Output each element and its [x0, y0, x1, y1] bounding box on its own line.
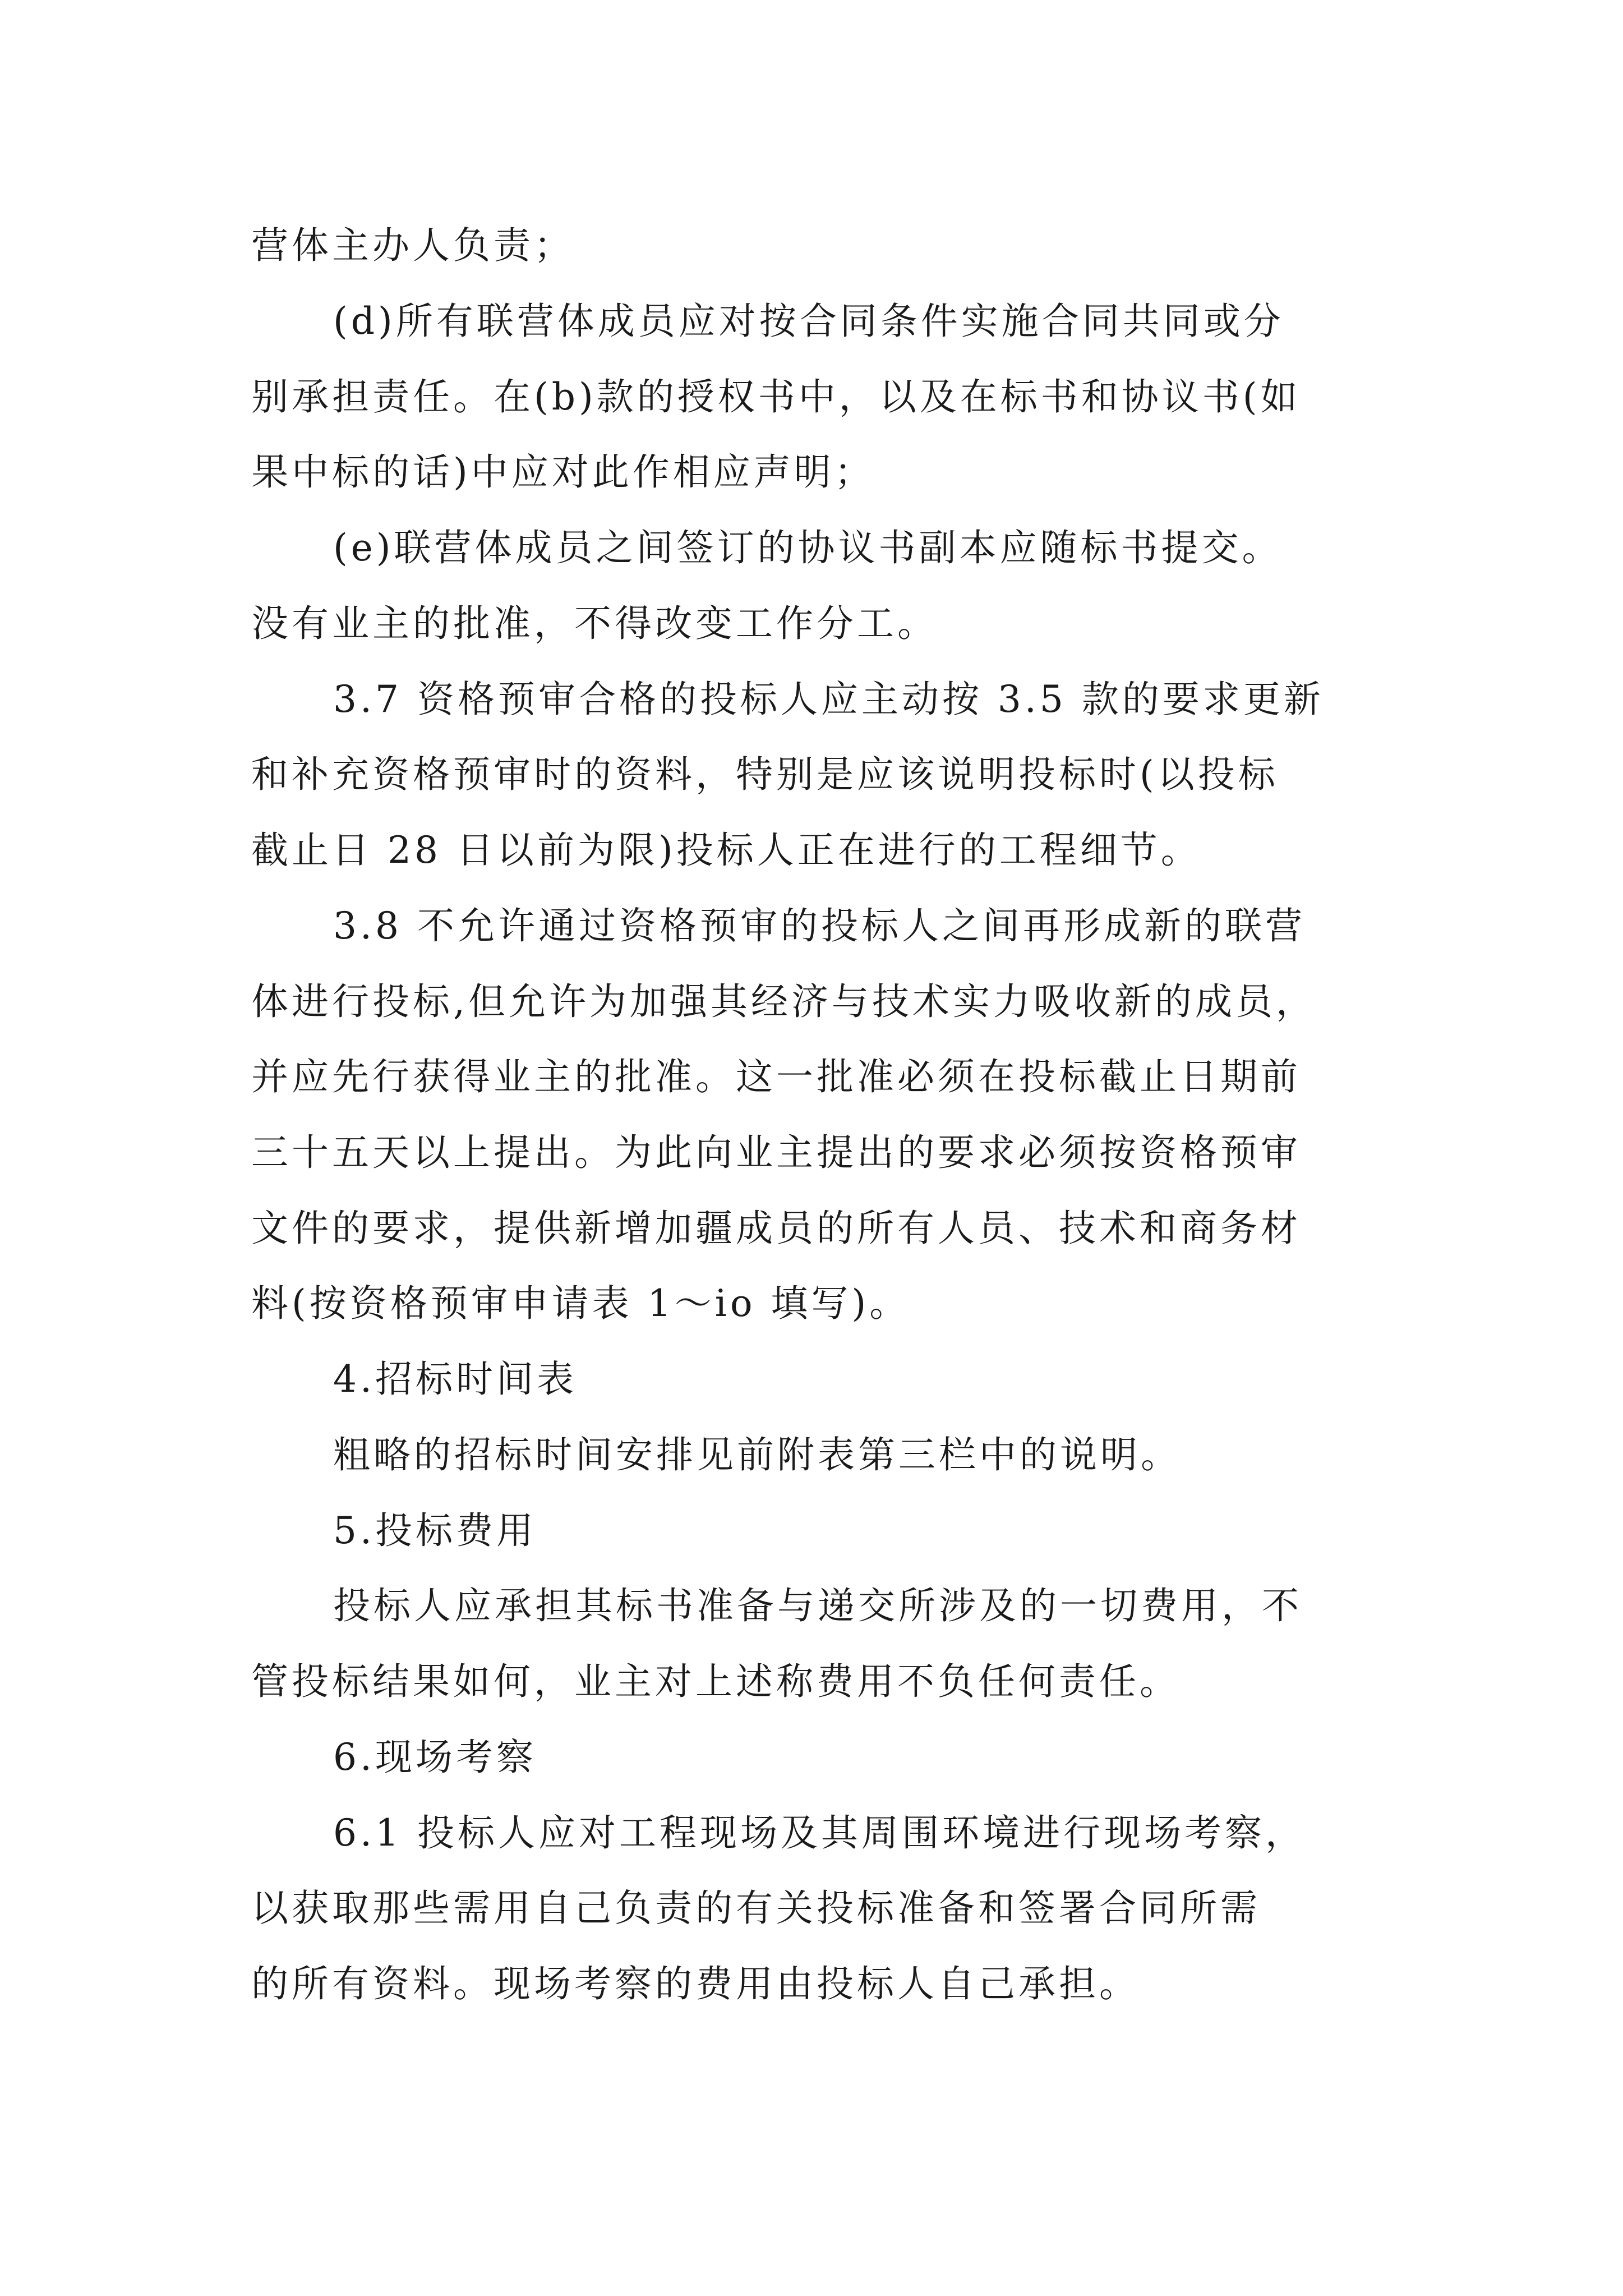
text-line: 3.8 不允许通过资格预审的投标人之间再形成新的联营	[333, 904, 1306, 947]
section-heading: 4.招标时间表	[333, 1358, 577, 1401]
text-line: 文件的要求，提供新增加疆成员的所有人员、技术和商务材	[251, 1207, 1301, 1250]
text-line: 料(按资格预审申请表 1～io 填写)。	[251, 1282, 910, 1325]
text-line: 管投标结果如何，业主对上述称费用不负任何责任。	[251, 1660, 1180, 1703]
text-line: 体进行投标,但允许为加强其经济与技术实力吸收新的成员，	[251, 980, 1316, 1023]
text-line: (e)联营体成员之间签订的协议书副本应随标书提交。	[333, 526, 1283, 569]
text-line: 6.1 投标人应对工程现场及其周围环境进行现场考察，	[333, 1811, 1306, 1855]
text-line: 截止日 28 日以前为限)投标人正在进行的工程细节。	[251, 829, 1201, 872]
section-heading: 5.投标费用	[333, 1509, 537, 1552]
text-line: 投标人应承担其标书准备与递交所涉及的一切费用，不	[333, 1584, 1302, 1627]
text-line: 别承担责任。在(b)款的授权书中，以及在标书和协议书(如	[251, 375, 1301, 418]
text-line: 营体主办人负责；	[251, 224, 574, 267]
text-line: (d)所有联营体成员应对按合同条件实施合同共同或分	[333, 300, 1284, 343]
text-line: 3.7 资格预审合格的投标人应主动按 3.5 款的要求更新	[333, 678, 1324, 721]
text-line: 和补充资格预审时的资料，特别是应该说明投标时(以投标	[251, 753, 1279, 796]
text-line: 三十五天以上提出。为此向业主提出的要求必须按资格预审	[251, 1131, 1301, 1174]
text-line: 以获取那些需用自己负责的有关投标准备和签署合同所需	[251, 1887, 1261, 1930]
text-line: 并应先行获得业主的批准。这一批准必须在投标截止日期前	[251, 1055, 1301, 1098]
text-line: 没有业主的批准，不得改变工作分工。	[251, 602, 938, 645]
text-line: 粗略的招标时间安排见前附表第三栏中的说明。	[333, 1433, 1181, 1476]
text-line: 果中标的话)中应对此作相应声明；	[251, 450, 875, 494]
section-heading: 6.现场考察	[333, 1736, 537, 1779]
text-line: 的所有资料。现场考察的费用由投标人自己承担。	[251, 1962, 1140, 2005]
